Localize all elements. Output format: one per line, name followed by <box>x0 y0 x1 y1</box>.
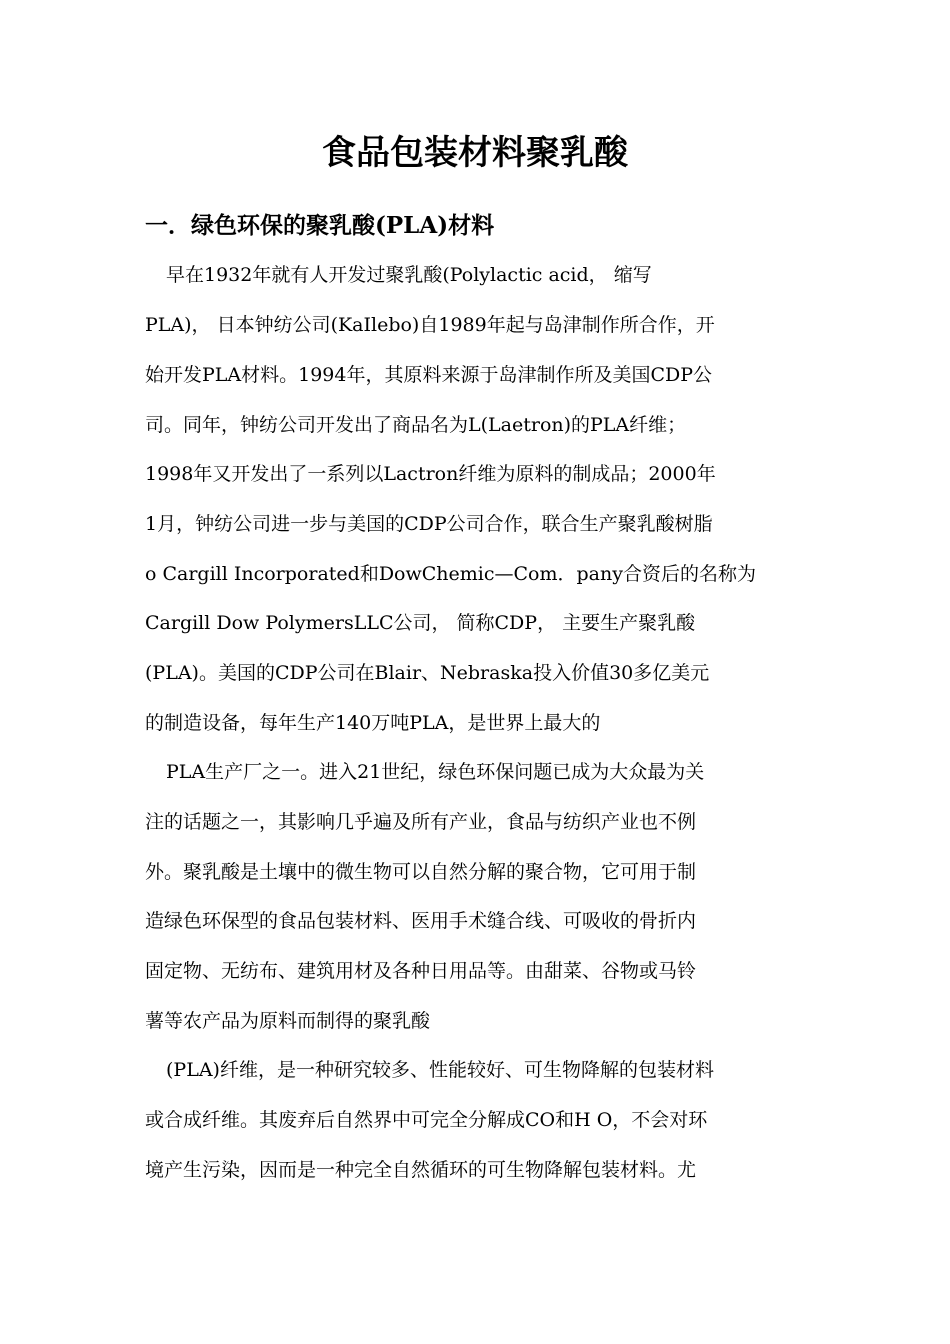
paragraph-line: Cargill Dow PolymersLLC公司， 简称CDP， 主要生产聚乳酸 <box>145 612 696 634</box>
paragraph-line: 外。聚乳酸是土壤中的微生物可以自然分解的聚合物，它可用于制 <box>145 861 697 883</box>
paragraph-line: 注的话题之一，其影响几乎遍及所有产业，食品与纺织产业也不例 <box>145 811 697 833</box>
paragraph-line: 1月，钟纺公司进一步与美国的CDP公司合作，联合生产聚乳酸树脂 <box>145 513 713 535</box>
paragraph-line: 始开发PLA材料。1994年，其原料来源于岛津制作所及美国CDP公 <box>145 364 713 386</box>
paragraph-line: 造绿色环保型的食品包装材料、医用手术缝合线、可吸收的骨折内 <box>145 910 697 932</box>
document-title: 食品包装材料聚乳酸 <box>322 133 628 173</box>
paragraph-line: o Cargill Incorporated和DowChemic—Com．pany合资后的名称为 <box>145 563 756 585</box>
paragraph-line: (PLA)纤维，是一种研究较多、性能较好、可生物降解的包装材料 <box>166 1059 714 1081</box>
paragraph-line: 1998年又开发出了一系列以Lactron纤维为原料的制成品；2000年 <box>145 463 716 485</box>
paragraph-line: (PLA)。美国的CDP公司在Blair、Nebraska投入价值30多亿美元 <box>145 662 710 684</box>
paragraph-line: PLA生产厂之一。进入21世纪，绿色环保问题已成为大众最为关 <box>166 761 705 783</box>
paragraph-line: 的制造设备，每年生产140万吨PLA，是世界上最大的 <box>145 712 601 734</box>
paragraph-line: 早在1932年就有人开发过聚乳酸(Polylactic acid， 缩写 <box>166 264 652 286</box>
paragraph-line: 薯等农产品为原料而制得的聚乳酸 <box>145 1010 431 1032</box>
paragraph-line: 固定物、无纺布、建筑用材及各种日用品等。由甜菜、谷物或马铃 <box>145 960 697 982</box>
paragraph-line: 境产生污染，因而是一种完全自然循环的可生物降解包装材料。尤 <box>145 1159 697 1181</box>
paragraph-line: PLA)， 日本钟纺公司(KaIlebo)自1989年起与岛津制作所合作，开 <box>145 314 715 336</box>
paragraph-line: 司。同年，钟纺公司开发出了商品名为L(Laetron)的PLA纤维； <box>145 414 687 436</box>
section-heading: 一．绿色环保的聚乳酸(PLA)材料 <box>145 212 495 239</box>
paragraph-line: 或合成纤维。其废弃后自然界中可完全分解成CO和H O，不会对环 <box>145 1109 708 1131</box>
